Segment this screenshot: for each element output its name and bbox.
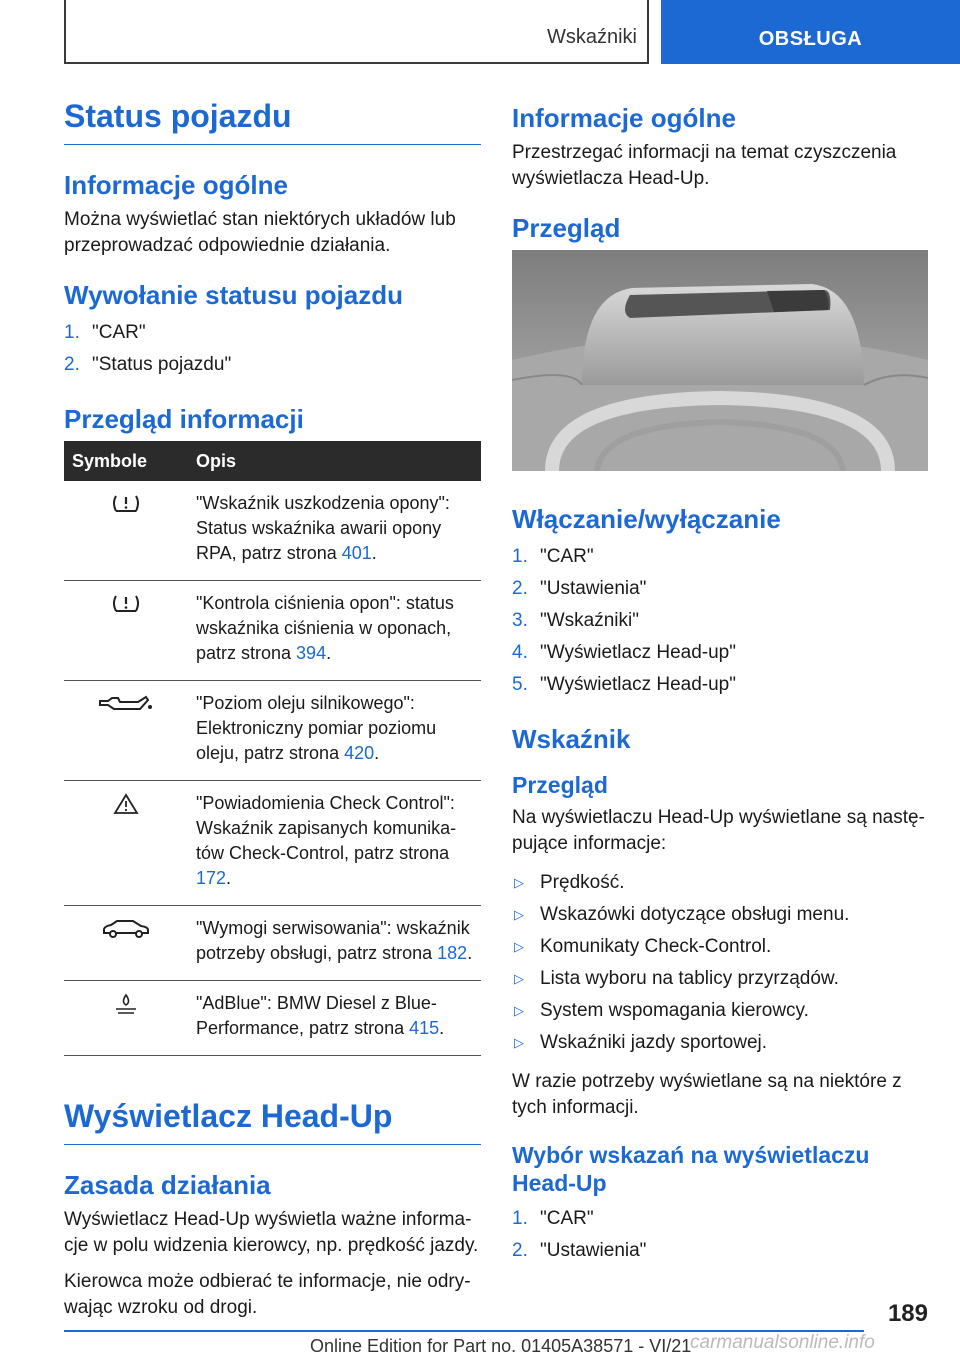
table-row: "Poziom oleju silnikowego": Elektroniczny pomiar poziomu oleju, patrz strona 420. xyxy=(64,681,481,781)
list-item: 1. "CAR" xyxy=(512,1208,594,1229)
table-row: "Wskaźnik uszkodzenia opony": Status wskaźnika awarii opony RPA, patrz strona 401. xyxy=(64,481,481,581)
call-status-steps xyxy=(64,317,481,381)
heading-principle: Zasada działania xyxy=(64,1170,271,1200)
tire-pressure-icon xyxy=(111,593,141,615)
general-info-text: Można wyświetlać stan niektórych układów lub przeprowadzać odpowiednie działania. xyxy=(64,209,456,256)
heading-call-status: Wywołanie statusu pojazdu xyxy=(64,280,404,310)
list-item: 2. "Status pojazdu" xyxy=(64,354,232,375)
header-chapter-title: OBSŁUGA xyxy=(758,28,863,50)
adblue-icon xyxy=(113,993,139,1015)
indicator-intro-text: Na wyświetlaczu Head-Up wyświetlane są następujące informacje: xyxy=(512,807,925,854)
oil-level-icon xyxy=(98,693,154,715)
list-item: 1. "CAR" xyxy=(512,546,594,567)
page-title-status: Status pojazdu xyxy=(64,96,481,145)
heading-indicator: Wskaźnik xyxy=(512,724,631,754)
list-item: ▷ Prędkość. xyxy=(512,867,928,899)
right-column xyxy=(512,96,928,1289)
list-item: 4. "Wyświetlacz Head-up" xyxy=(512,642,736,663)
list-item: 3. "Wskaźniki" xyxy=(512,610,639,631)
list-item: ▷ Wskaźniki jazdy sportowej. xyxy=(512,1027,928,1059)
list-item: 2. "Ustawienia" xyxy=(512,1240,647,1261)
triangle-bullet-icon: ▷ xyxy=(514,907,524,922)
triangle-bullet-icon: ▷ xyxy=(514,1035,524,1050)
section-title-hud: Wyświetlacz Head-Up xyxy=(64,1096,481,1145)
triangle-bullet-icon: ▷ xyxy=(514,971,524,986)
service-car-icon xyxy=(101,918,151,940)
triangle-bullet-icon: ▷ xyxy=(514,875,524,890)
heading-hud-general: Informacje ogólne xyxy=(512,103,736,133)
indicator-bullets xyxy=(512,867,928,1059)
header-section-title: Wskaźniki xyxy=(546,26,637,48)
heading-hud-overview: Przegląd xyxy=(512,213,621,243)
left-column xyxy=(64,96,481,1341)
hud-general-text: Przestrzegać informacji na temat czyszczenia wyświetlacza Head-Up. xyxy=(512,142,897,189)
header-chapter-tab xyxy=(661,0,960,64)
list-item: 1. "CAR" xyxy=(64,322,146,343)
principle-text-2: Kierowca może odbierać te informacje, nie odrywając wzroku od drogi. xyxy=(64,1271,471,1318)
footer-edition: Online Edition for Part no. 01405A38571 - VI/21 xyxy=(310,1336,692,1356)
page-link[interactable]: 172 xyxy=(196,868,227,888)
heading-info-overview: Przegląd informacji xyxy=(64,404,304,434)
column-header-symbols: Symbole xyxy=(64,441,188,481)
page-link[interactable]: 415 xyxy=(409,1018,440,1038)
list-item: 2. "Ustawienia" xyxy=(512,578,647,599)
footer-watermark: carmanualsonline.info xyxy=(690,1332,875,1353)
on-off-steps xyxy=(512,541,928,701)
column-header-description: Opis xyxy=(188,441,481,481)
heading-indicator-overview: Przegląd xyxy=(512,772,608,798)
page-link[interactable]: 182 xyxy=(437,943,468,963)
list-item: ▷ Lista wyboru na tablicy przyrządów. xyxy=(512,963,928,995)
table-header-row xyxy=(64,441,481,481)
triangle-bullet-icon: ▷ xyxy=(514,1003,524,1018)
page-link[interactable]: 394 xyxy=(296,643,327,663)
table-row: "Powiadomienia Check Control": Wskaźnik zapisanych komunikatów Check-Control, patrz strona 172. xyxy=(64,781,481,906)
table-row: "Kontrola ciśnienia opon": status wskaźnika ciśnienia w oponach, patrz strona 394. xyxy=(64,581,481,681)
heading-on-off: Włączanie/wyłączanie xyxy=(512,504,781,534)
list-item: 5. "Wyświetlacz Head-up" xyxy=(512,674,736,695)
selection-steps xyxy=(512,1203,928,1267)
table-row: "AdBlue": BMW Diesel z BluePerformance, patrz strona 415. xyxy=(64,981,481,1056)
page-number: 189 xyxy=(887,1300,928,1327)
check-control-icon xyxy=(113,793,139,815)
principle-text-1: Wyświetlacz Head-Up wyświetla ważne informacje w polu widzenia kierowcy, np. prędkość jazdy. xyxy=(64,1209,479,1256)
list-item: ▷ Komunikaty Check-Control. xyxy=(512,931,928,963)
header-section-box xyxy=(64,0,649,64)
heading-general-info: Informacje ogólne xyxy=(64,170,288,200)
heading-selection: Wybór wskazań na wyświetlaczu Head-Up xyxy=(512,1142,870,1196)
page-link[interactable]: 401 xyxy=(341,543,372,563)
head-up-display-photo xyxy=(512,250,928,471)
list-item: ▷ System wspomagania kierowcy. xyxy=(512,995,928,1027)
table-row: "Wymogi serwisowania": wskaźnik potrzeby obsługi, patrz strona 182. xyxy=(64,906,481,981)
page-link[interactable]: 420 xyxy=(344,743,375,763)
triangle-bullet-icon: ▷ xyxy=(514,939,524,954)
info-overview-table xyxy=(64,441,481,1056)
tire-damage-icon xyxy=(111,493,141,515)
list-item: ▷ Wskazówki dotyczące obsługi menu. xyxy=(512,899,928,931)
indicator-note-text: W razie potrzeby wyświetlane są na niektóre z tych informacji. xyxy=(512,1071,902,1118)
